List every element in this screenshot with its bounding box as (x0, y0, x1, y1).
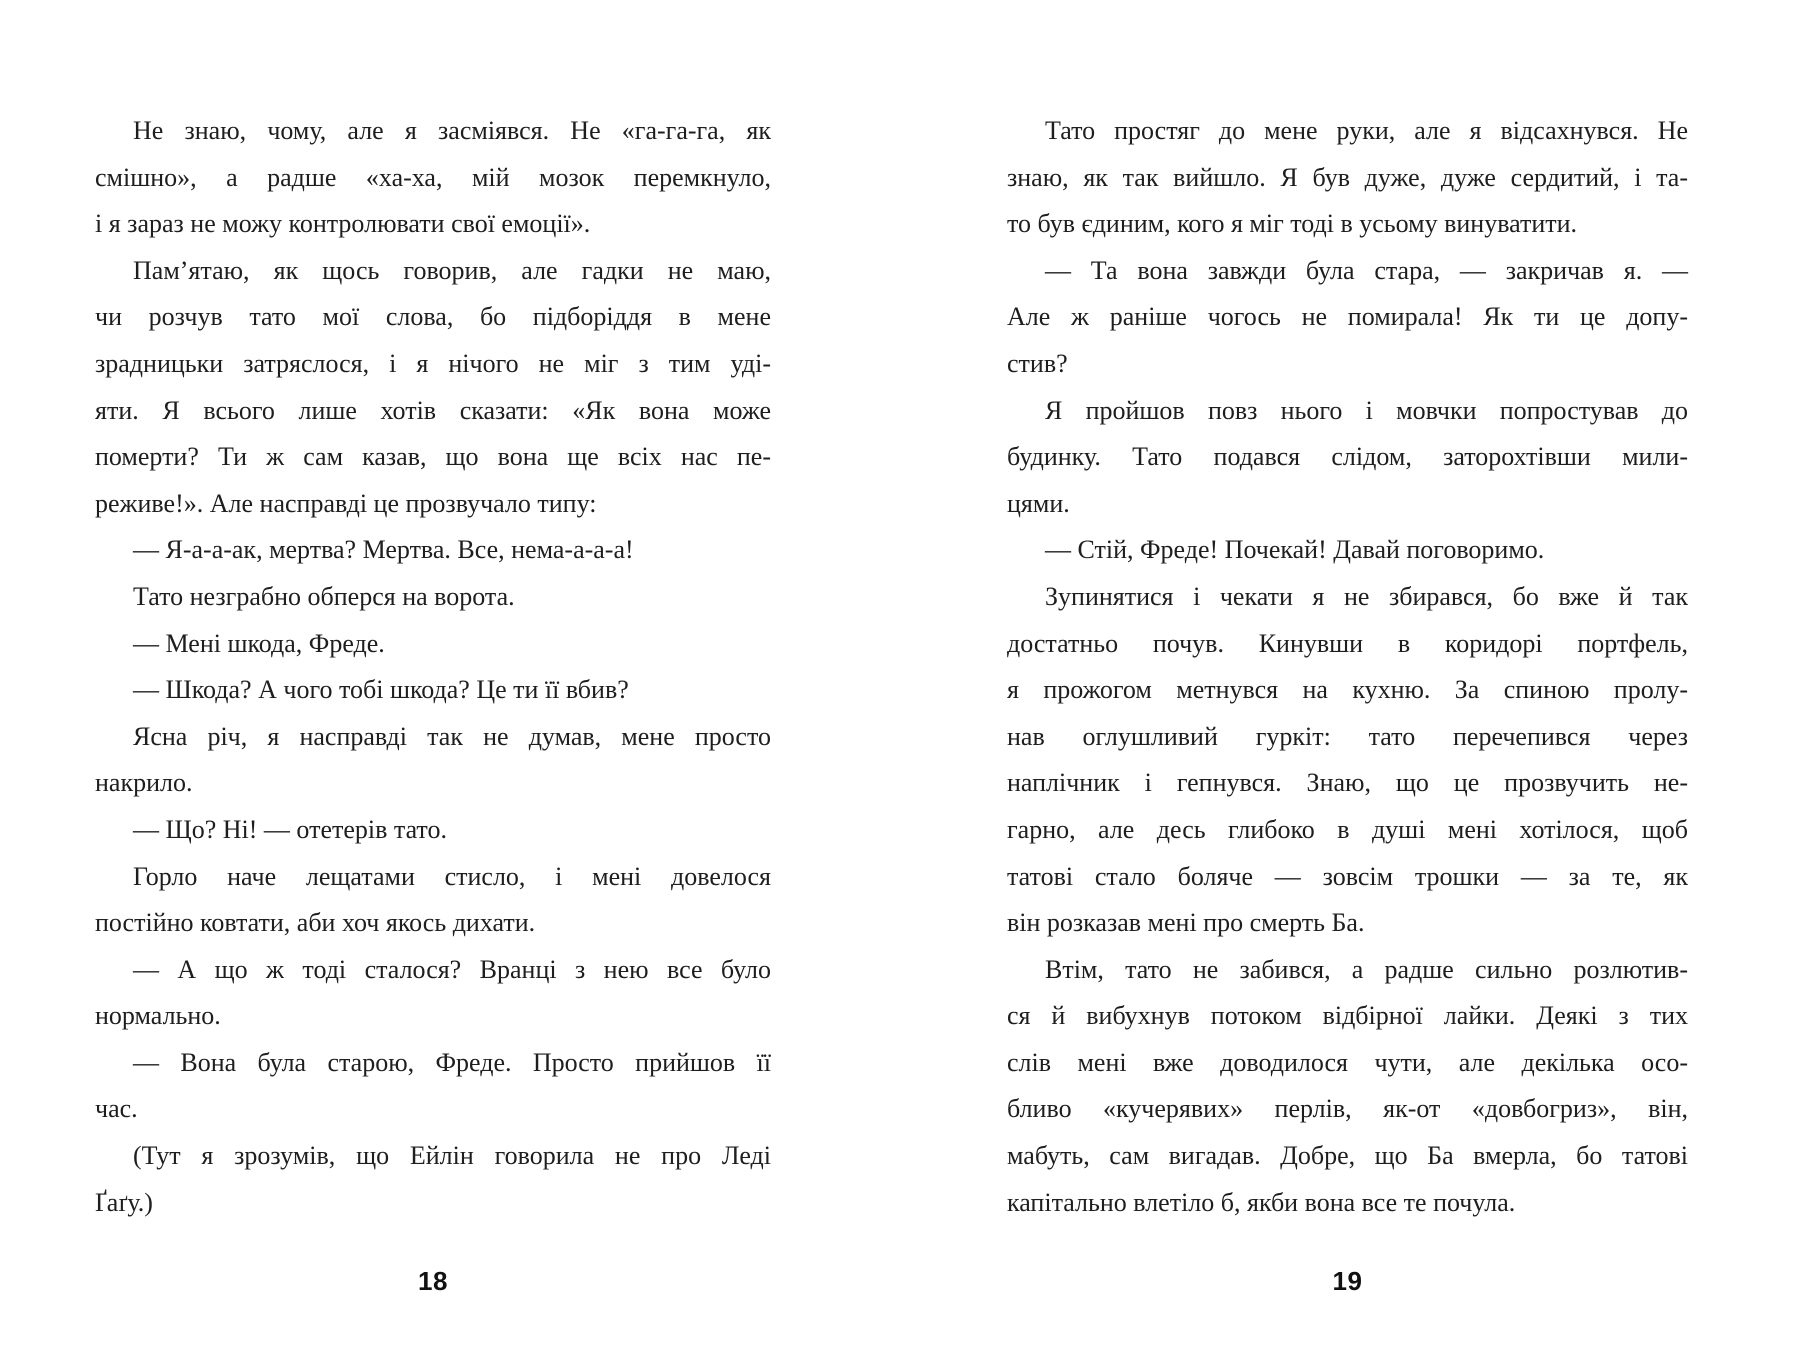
text-line: Тато незграбно обперся на ворота. (133, 581, 515, 611)
text-line: — Стій, Фреде! Почекай! Давай поговоримо. (1045, 535, 1545, 565)
text-line: — Та вона завжди була стара, — закричав я. — (1045, 255, 1688, 285)
page-number-right: 19 (1332, 1266, 1363, 1296)
text-line: я прожогом метнувся на кухню. За спиною пролу- (1007, 675, 1688, 705)
text-line: (Тут я зрозумів, що Ейлін говорила не про Леді (133, 1141, 771, 1171)
text-line: — Мені шкода, Фреде. (133, 628, 385, 658)
text-line: — Шкода? А чого тобі шкода? Це ти її вбив? (133, 675, 629, 705)
text-line: Я пройшов повз нього і мовчки попростував до (1045, 395, 1688, 425)
text-line: він розказав мені про смерть Ба. (1007, 908, 1365, 938)
text-line: достатньо почув. Кинувши в коридорі портфель, (1007, 628, 1688, 658)
text-line: мабуть, сам вигадав. Добре, що Ба вмерла, бо татові (1007, 1141, 1688, 1171)
page-right (1007, 0, 1688, 1371)
text-line: наплічник і гепнувся. Знаю, що це прозвучить не- (1007, 768, 1688, 798)
text-line: — Вона була старою, Фреде. Просто прийшов її (133, 1047, 771, 1077)
text-line: слів мені вже доводилося чути, але декілька осо- (1007, 1047, 1688, 1077)
text-line: Пам’ятаю, як щось говорив, але гадки не маю, (133, 255, 771, 285)
text-line: померти? Ти ж сам казав, що вона ще всіх нас пе- (95, 442, 771, 472)
text-line: — Що? Ні! — отетерів тато. (133, 814, 447, 844)
text-line: яти. Я всього лише хотів сказати: «Як вона може (95, 395, 771, 425)
text-line: бливо «кучерявих» перлів, як-от «довбогриз», він, (1007, 1094, 1688, 1124)
text-line: Зупинятися і чекати я не збирався, бо вже й так (1045, 581, 1688, 611)
text-line: нормально. (95, 1001, 221, 1031)
page-left (95, 0, 771, 1371)
text-line: накрило. (95, 768, 193, 798)
text-line: Ґаґу.) (95, 1187, 153, 1217)
text-line: постійно ковтати, аби хоч якось дихати. (95, 908, 536, 938)
text-line: татові стало боляче — зовсім трошки — за те, як (1007, 861, 1688, 891)
text-line: — Я-а-а-ак, мертва? Мертва. Все, нема-а-а-а! (133, 535, 634, 565)
text-line: нав оглушливий гуркіт: тато перечепився через (1007, 721, 1688, 751)
page-number-left: 18 (418, 1266, 448, 1296)
text-line: Але ж раніше чогось не помирала! Як ти це допу- (1007, 302, 1688, 332)
text-line: смішно», а радше «ха-ха, мій мозок перемкнуло, (95, 162, 771, 192)
text-line: — А що ж тоді сталося? Вранці з нею все було (133, 954, 771, 984)
text-line: Тато простяг до мене руки, але я відсахнувся. Не (1045, 116, 1688, 145)
page-right-text-block (1007, 108, 1688, 1226)
text-line: Не знаю, чому, але я засміявся. Не «га-га-га, як (133, 116, 771, 145)
page-left-text-block (95, 108, 771, 1226)
text-line: зрадницьки затряслося, і я нічого не міг з тим уді- (95, 348, 771, 378)
text-line: Ясна річ, я насправді так не думав, мене просто (133, 721, 771, 751)
text-line: Горло наче лещатами стисло, і мені довелося (133, 861, 771, 891)
text-line: реживе!». Але насправді це прозвучало типу: (95, 488, 597, 518)
text-line: стив? (1007, 348, 1068, 378)
text-line: чи розчув тато мої слова, бо підборіддя в мене (95, 302, 771, 332)
text-line: гарно, але десь глибоко в душі мені хотілося, щоб (1007, 814, 1688, 844)
text-line: то був єдиним, кого я міг тоді в усьому винуватити. (1007, 209, 1578, 239)
text-line: цями. (1007, 488, 1070, 518)
text-line: будинку. Тато подався слідом, заторохтівши мили- (1007, 442, 1688, 472)
text-line: ся й вибухнув потоком відбірної лайки. Деякі з тих (1007, 1001, 1688, 1031)
text-line: час. (95, 1094, 138, 1124)
text-line: знаю, як так вийшло. Я був дуже, дуже сердитий, і та- (1007, 162, 1688, 192)
text-line: і я зараз не можу контролювати свої емоції». (95, 209, 591, 239)
text-line: капітально влетіло б, якби вона все те почула. (1007, 1187, 1516, 1217)
text-line: Втім, тато не забився, а радше сильно розлютив- (1045, 954, 1688, 984)
